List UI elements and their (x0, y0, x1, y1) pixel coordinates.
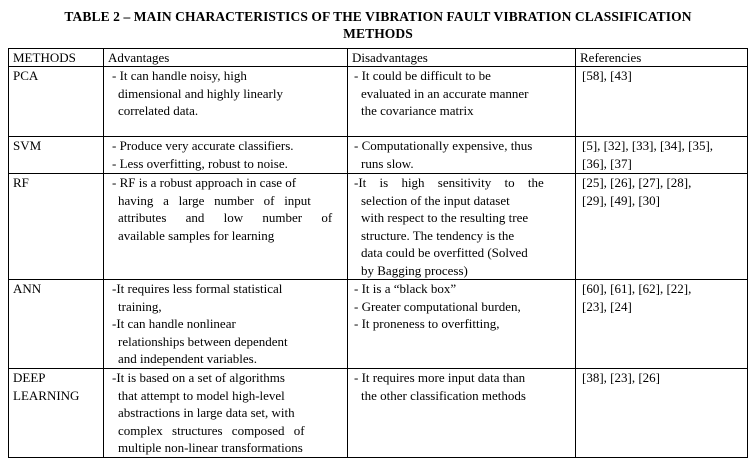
advantage-line: abstractions in large data set, with (118, 405, 295, 420)
cell-references (576, 67, 748, 137)
table-body (9, 67, 748, 458)
disadvantage-line: evaluated in an accurate manner (361, 85, 529, 101)
advantage-line: complex structures composed of (118, 422, 305, 438)
table-header-row (9, 49, 748, 67)
advantage-line: - Produce very accurate classifiers. (112, 138, 294, 153)
header-advantages: Advantages (104, 49, 348, 67)
cell-advantages (104, 174, 348, 280)
disadvantage-line: the other classification methods (361, 387, 526, 403)
advantage-line: relationships between dependent (118, 333, 288, 349)
method-name: DEEP (13, 370, 46, 385)
table-row (9, 67, 748, 137)
cell-disadvantages (348, 174, 576, 280)
disadvantage-line: data could be overfitted (Solved (361, 245, 528, 260)
advantage-line: -It can handle nonlinear (112, 316, 236, 331)
cell-advantages (104, 369, 348, 458)
table-row (9, 137, 748, 174)
disadvantage-line: - Computationally expensive, thus (354, 138, 533, 153)
advantage-line: having a large number of input (118, 192, 311, 208)
cell-references (576, 174, 748, 280)
advantage-line: multiple non-linear transformations (118, 440, 303, 455)
reference-line: [58], [43] (582, 68, 632, 83)
disadvantage-line: with respect to the resulting tree (361, 210, 529, 225)
cell-disadvantages (348, 137, 576, 174)
table-row (9, 174, 748, 280)
disadvantage-line: selection of the input dataset (361, 192, 510, 208)
disadvantage-line: runs slow. (361, 155, 414, 171)
cell-advantages (104, 280, 348, 369)
disadvantage-line: the covariance matrix (361, 103, 474, 118)
cell-advantages (104, 137, 348, 174)
disadvantage-line: - It proneness to overfitting, (354, 316, 500, 331)
advantage-line: training, (118, 298, 162, 314)
cell-method (9, 67, 104, 137)
cell-references (576, 369, 748, 458)
caption-line-2: METHODS (343, 26, 413, 41)
table-row (9, 280, 748, 369)
reference-line: [29], [49], [30] (582, 192, 660, 208)
advantage-line: correlated data. (118, 103, 199, 118)
cell-disadvantages (348, 369, 576, 458)
cell-method (9, 369, 104, 458)
reference-line: [38], [23], [26] (582, 370, 660, 385)
disadvantage-line: -It is high sensitivity to the (354, 175, 544, 190)
reference-line: [23], [24] (582, 298, 632, 314)
cell-method (9, 174, 104, 280)
cell-method (9, 137, 104, 174)
table-caption (0, 8, 756, 42)
disadvantage-line: by Bagging process) (361, 262, 468, 278)
header-methods: METHODS (9, 49, 104, 67)
method-name: ANN (13, 281, 42, 296)
advantage-line: - Less overfitting, robust to noise. (112, 155, 288, 171)
advantage-line: -It requires less formal statistical (112, 281, 283, 296)
advantage-line: attributes and low number of (118, 210, 333, 225)
reference-line: [36], [37] (582, 155, 632, 171)
header-disadvantages: Disadvantages (348, 49, 576, 67)
cell-advantages (104, 67, 348, 137)
reference-line: [25], [26], [27], [28], (582, 175, 692, 190)
method-name: SVM (13, 138, 42, 153)
method-name: PCA (13, 68, 39, 83)
advantage-line: and independent variables. (118, 351, 257, 366)
advantage-line: -It is based on a set of algorithms (112, 370, 285, 385)
advantage-line: - RF is a robust approach in case of (112, 175, 297, 190)
method-name: RF (13, 175, 29, 190)
caption-line-1: TABLE 2 – MAIN CHARACTERISTICS OF THE VIBRATION FAULT VIBRATION CLASSIFICATION (64, 9, 692, 24)
advantage-line: that attempt to model high-level (118, 387, 285, 403)
advantage-line: dimensional and highly linearly (118, 85, 283, 101)
table-row (9, 369, 748, 458)
cell-references (576, 280, 748, 369)
disadvantage-line: structure. The tendency is the (361, 227, 515, 243)
advantage-line: - It can handle noisy, high (112, 68, 247, 83)
method-name: LEARNING (13, 387, 80, 403)
disadvantage-line: - Greater computational burden, (354, 298, 521, 314)
disadvantage-line: - It is a “black box” (354, 281, 457, 296)
disadvantage-line: - It could be difficult to be (354, 68, 491, 83)
advantage-line: available samples for learning (118, 227, 275, 243)
reference-line: [60], [61], [62], [22], (582, 281, 692, 296)
reference-line: [5], [32], [33], [34], [35], (582, 138, 714, 153)
cell-method (9, 280, 104, 369)
disadvantage-line: - It requires more input data than (354, 370, 526, 385)
header-references: Referencies (576, 49, 748, 67)
cell-disadvantages (348, 67, 576, 137)
methods-table (8, 48, 748, 458)
cell-references (576, 137, 748, 174)
cell-disadvantages (348, 280, 576, 369)
